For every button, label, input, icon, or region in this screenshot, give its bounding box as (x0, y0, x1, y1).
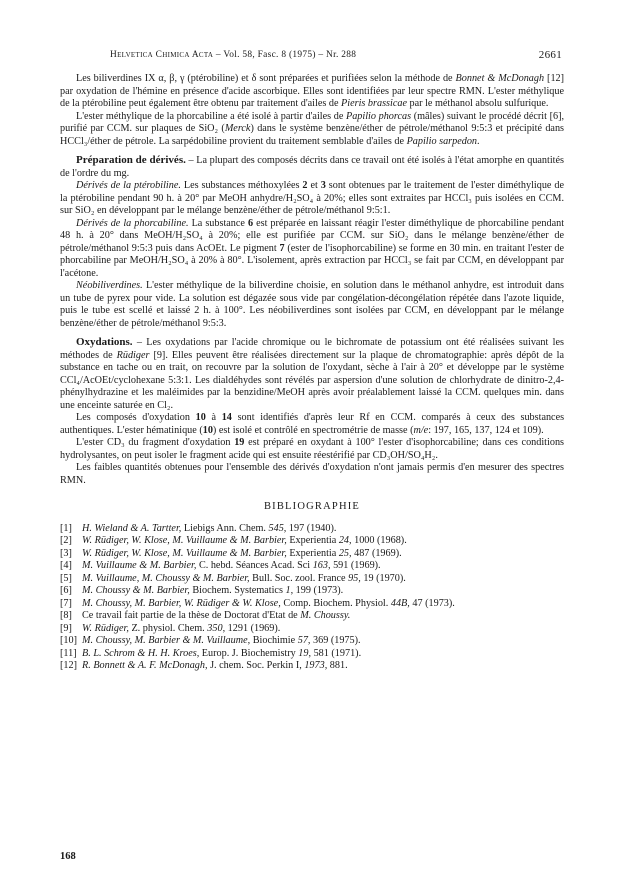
text: [9]. Elles peuvent être réalisées directement sur la plaque de chromatographie: après dépôt de la substance en tache ou en trait, on recouvre par la solution de l'oxydant, sèche à l'air à 20° et développe par le système CCl₄/AcOEt/cyclohexane 5:3:1. Les dialdéhydes sont révélés par aspersion d'une solution de chlorhydrate de dinitro-2,4-phénylhydrazine et les maléimides par la benzidine/MeOH après avoir préalablement laissé la CCM. quelques min. dans une enceinte saturée en Cl₂. (60, 349, 565, 411)
reference-volume: 163, (312, 560, 331, 571)
reference-volume: 1973, (304, 660, 328, 671)
section-title-preparation: Préparation de dérivés. (76, 154, 186, 166)
reference-authors: M. Vuillaume, M. Choussy & M. Barbier, (82, 572, 250, 584)
reference-pages: 1291 (1969). (227, 622, 281, 634)
reference-number: [10] (60, 635, 77, 646)
text: – La plupart des composés décrits dans ce travail ont été isolés à l'état amorphe en quantités de l'ordre du mg. (60, 155, 565, 179)
reference-volume: 44B, (390, 597, 410, 609)
journal-citation (110, 48, 356, 62)
text: à (211, 412, 217, 423)
reference-number: [5] (60, 572, 72, 584)
text: Les faibles quantités obtenues pour l'ensemble des dérivés d'oxydation n'ont jamais permis d'en mesurer des spectres RMN. (60, 462, 564, 486)
text: (ester de l'isophorcabiline) se forme en 30 min. en traitant l'ester de phorcabiline par MeOH/H₂SO₄ à 20% à 80°. L'isolement, après extraction par HCCl₃ se fait par CCM, en développant par l'acétone. (60, 242, 565, 279)
text: : 197, 165, 137, 124 et 109). (428, 424, 544, 436)
reference-item (60, 635, 564, 648)
reference-authors: M. Vuillaume & M. Barbier, (82, 560, 197, 571)
reference-pages: 197 (1940). (288, 522, 337, 534)
reference-volume: 19, (298, 647, 312, 659)
reference-volume: 350, (207, 622, 226, 634)
compound-number: 19 (234, 437, 245, 448)
mass-notation: m/e (413, 424, 429, 436)
reference-item (60, 623, 564, 636)
reference-volume: 95, (348, 572, 361, 584)
compound-number: 3 (320, 180, 326, 191)
reference-item (60, 610, 564, 623)
text: ) est isolé et contrôlé en spectrométrie de masse ( (212, 424, 414, 436)
text: ) dans le système benzène/éther de pétrole/méthanol 9:5:3 et précipité dans HCCl₃/éther de pétrole. La sarpédobiline provient du traitement semblable d'ailes de (60, 123, 565, 147)
text: sont identifiés d'après leur Rf en CCM. comparés à ceux des substances authentiques. L'ester hématinique ( (60, 412, 565, 436)
reference-number: [11] (60, 647, 77, 659)
reference-pages: 19 (1970). (363, 572, 406, 584)
reference-pages: 881. (329, 660, 348, 671)
reference-item (60, 573, 564, 586)
text: . (477, 135, 480, 147)
reference-authors: R. Bonnett & A. F. McDonagh, (82, 660, 208, 671)
reference-journal: Biochem. Systematics (192, 585, 283, 596)
species-name: Papilio sarpedon (406, 135, 478, 147)
reference-volume: 57, (297, 635, 311, 646)
text: L'ester méthylique de la biliverdine choisie, en solution dans le méthanol anhydre, est introduit dans un tube de pyrex pour vide. La solution est dégazée sous vide par congélation-décongélation répétée dans l'azote liquide, puis le tube est scellé et laissé 2 h. à 100°. Les néobiliverdines sont isolées par CCM, en développant par le mélange benzène/éther de pétrole/méthanol 9:5:3. (60, 280, 565, 329)
reference-journal: Experientia (289, 535, 337, 546)
reference-number: [2] (60, 535, 72, 546)
text: Les biliverdines IX α, β, γ (ptérobiline) et δ sont préparées et purifiées selon la méthode de (76, 73, 453, 84)
subsection-label: Dérivés de la phorcabiline. (76, 217, 189, 229)
reference-authors: W. Rüdiger, W. Klose, M. Vuillaume & M. Barbier, (82, 535, 287, 546)
reference-authors: B. L. Schrom & H. H. Kroes, (82, 647, 200, 659)
reference-item (60, 548, 564, 561)
reference-item (60, 523, 564, 536)
reference-journal: Liebigs Ann. Chem. (183, 522, 266, 534)
reference-item (60, 535, 564, 548)
paragraph-oxidation-compounds (60, 412, 564, 437)
reference-pages: 1000 (1968). (354, 535, 407, 546)
reference-pages: 199 (1973). (295, 585, 344, 596)
compound-number: 14 (221, 412, 232, 423)
reference-authors: M. Choussy, M. Barbier, W. Rüdiger & W. Klose, (82, 597, 281, 609)
compound-number: 10 (195, 412, 206, 423)
reference-item (60, 585, 564, 598)
journal-name: Helvetica Chimica Acta (110, 50, 214, 60)
supplier-name: Merck (224, 123, 251, 134)
reference-journal: C. hebd. Séances Acad. Sci (198, 560, 311, 571)
paragraph-phorcabiline-derivatives (60, 218, 564, 281)
reference-journal: Ce travail fait partie de la thèse de Doctorat d'Etat de (82, 610, 298, 621)
reference-authors: W. Rüdiger, W. Klose, M. Vuillaume & M. Barbier, (82, 547, 287, 559)
text: L'ester CD₃ du fragment d'oxydation (76, 437, 231, 448)
text: Les composés d'oxydation (76, 412, 190, 423)
reference-number: [3] (60, 547, 72, 559)
reference-volume: 24, (338, 535, 352, 546)
reference-number: [12] (60, 660, 77, 671)
paragraph-phorcabiline (60, 111, 564, 149)
paragraph-cd3-ester (60, 437, 564, 462)
reference-volume: 1, (285, 585, 294, 596)
text: – Les oxydations par l'acide chromique ou le bichromate de potassium ont été réalisées suivant les méthodes de (60, 337, 564, 361)
reference-number: [4] (60, 560, 72, 571)
section-preparation-intro (60, 154, 564, 180)
subsection-label: Néobiliverdines. (76, 280, 143, 291)
reference-authors: H. Wieland & A. Tartter, (82, 522, 182, 534)
text: par le méthanol absolu sulfurique. (409, 98, 549, 109)
reference-number: [8] (60, 610, 72, 621)
page-footer-code: 168 (60, 851, 76, 862)
text: [12] par oxydation de l'hémine en présence d'acide ascorbique. Elles sont identifiées par leur spectre RMN. L'ester méthylique de la ptérobiline peut également être obtenu par traitement d'ailes de (60, 73, 565, 109)
compound-number: 10 (202, 424, 213, 436)
text: La substance (191, 217, 245, 229)
reference-volume: 545, (268, 522, 287, 534)
volume-info: – Vol. 58, Fasc. 8 (1975) – Nr. 288 (215, 50, 357, 60)
reference-item (60, 660, 564, 673)
text: est préparé en oxydant à 100° l'ester d'isophorcabiline; dans ces conditions hydrolysantes, on peut isoler le fragment acide qui est ensuite réestérifié par CD₃OH/SO₄H₂. (60, 437, 564, 461)
reference-journal: Z. physiol. Chem. (131, 622, 205, 634)
paragraph-neobiliverdines (60, 280, 564, 330)
reference-number: [6] (60, 585, 72, 596)
reference-pages: 487 (1969). (354, 547, 402, 559)
text: est préparée en laissant réagir l'ester diméthylique de phorcabiline pendant 48 h. à 20° dans MeOH/H₂SO₄ à 20%; elle est purifiée par CCM. sur SiO₂ dans le mélange benzène/éther de pétrole/méthanol 9:5:3 puis dans AcOEt. Le pigment (60, 217, 565, 254)
author-ref: Rüdiger (116, 349, 150, 361)
reference-pages: 369 (1975). (313, 635, 361, 646)
reference-journal: Experientia (289, 547, 337, 559)
section-oxydations-intro (60, 336, 564, 412)
author-ref: Bonnet & McDonagh (455, 73, 545, 84)
reference-journal: Biochimie (252, 635, 296, 646)
reference-number: [9] (60, 622, 72, 634)
subsection-label: Dérivés de la ptérobiline. (76, 180, 181, 191)
running-header (60, 48, 562, 62)
text: (mâles) suivant le procédé décrit [6], purifié par CCM. sur plaques de SiO₂ ( (60, 110, 565, 134)
text: L'ester méthylique de la phorcabiline a été isolé à partir d'ailes de (76, 110, 344, 122)
compound-number: 6 (247, 217, 254, 229)
paragraph-rmn-note (60, 462, 564, 487)
paragraph-biliverdines (60, 73, 564, 111)
reference-number: [1] (60, 522, 72, 534)
reference-journal: Comp. Biochem. Physiol. (283, 597, 389, 609)
reference-list (60, 523, 564, 673)
reference-journal: Bull. Soc. zool. France (252, 572, 346, 584)
reference-item (60, 598, 564, 611)
page-number: 2661 (538, 49, 562, 61)
reference-item (60, 560, 564, 573)
reference-volume: 25, (338, 547, 352, 559)
reference-authors: M. Choussy, M. Barbier & M. Vuillaume, (82, 635, 251, 646)
text: Les substances méthoxylées (183, 180, 300, 191)
text: sont obtenues par le traitement de l'ester diméthylique de la ptérobiline pendant 90 h. à 20° par MeOH anhydre/H₂SO₄ à 20%; elles sont extraites par HCCl₃ puis isolées en CCM. sur SiO₂ en développant par le mélange benzène/éther de pétrole/méthanol 9:5:1. (60, 180, 564, 216)
compound-number: 2 (302, 180, 308, 191)
article-body (60, 73, 564, 673)
reference-pages: 47 (1973). (412, 597, 455, 609)
reference-item (60, 648, 564, 661)
species-name: Papilio phorcas (345, 110, 412, 122)
section-title-oxydations: Oxydations. (76, 336, 133, 348)
reference-journal: J. chem. Soc. Perkin I, (210, 660, 302, 671)
reference-journal: Europ. J. Biochemistry (201, 647, 296, 659)
reference-number: [7] (60, 597, 72, 609)
text: et (310, 180, 318, 191)
reference-authors: M. Choussy & M. Barbier, (82, 585, 190, 596)
reference-authors: W. Rüdiger, (82, 622, 129, 634)
reference-pages: 591 (1969). (333, 560, 381, 571)
bibliography-title: BIBLIOGRAPHIE (263, 501, 361, 512)
reference-volume: M. Choussy. (300, 610, 351, 621)
reference-pages: 581 (1971). (313, 647, 362, 659)
species-name: Pieris brassicae (341, 98, 407, 109)
compound-number: 7 (279, 242, 285, 254)
paragraph-pterobiline-derivatives (60, 180, 564, 218)
